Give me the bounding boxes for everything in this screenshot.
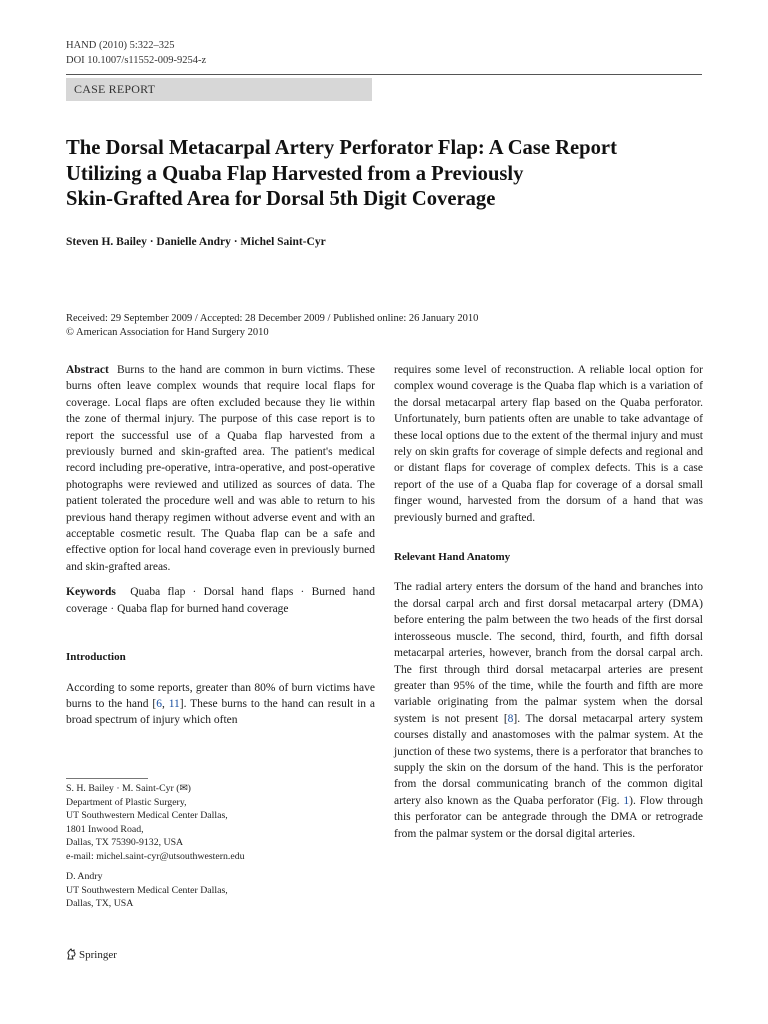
abstract-text: Burns to the hand are common in burn victims. These burns often leave complex wounds that require local flaps for coverage. Local flaps are often excluded because they lie within the zone of thermal injury. The purpose of this case report is to report the successful use of a Quaba flap harvested from a previously burned and skin-grafted area. The patient's medical record including pre-operative, intra-operative, and post-operative photographs were reviewed and utilized as sources of data. The patient tolerated the procedure well and was able to return to his previous hand therapy regimen without adverse event and with an acceptable cosmetic result. The Quaba flap can be a safe and effective option for local hand coverage even in previously burned and skin-grafted areas. bbox=[66, 364, 375, 573]
keywords-label: Keywords bbox=[66, 586, 116, 599]
publication-history bbox=[66, 312, 478, 340]
doi: DOI 10.1007/s11552-009-9254-z bbox=[66, 55, 207, 66]
affiliation-line: Department of Plastic Surgery, bbox=[66, 796, 187, 808]
left-column bbox=[66, 362, 375, 729]
abstract-label: Abstract bbox=[66, 364, 109, 376]
citation-link[interactable]: 6 bbox=[156, 697, 162, 710]
abstract bbox=[66, 362, 375, 575]
article-type-band: CASE REPORT bbox=[66, 78, 372, 101]
affiliation-line: S. H. Bailey · M. Saint-Cyr (✉) bbox=[66, 783, 191, 794]
affiliation-line: Dallas, TX 75390-9132, USA bbox=[66, 837, 184, 849]
figure-link[interactable]: 1 bbox=[623, 794, 630, 807]
title-line: Utilizing a Quaba Flap Harvested from a Previously bbox=[66, 162, 524, 185]
introduction-continued: requires some level of reconstruction. A reliable local option for complex wound coverage is the Quaba flap which is a variation of the dorsal metacarpal artery flap based on the Quaba perforator. Unfortunately, burn patients often are unable to take advantage of these local options due to the extent of the thermal injury and must rely on skin grafts for coverage of simple defects and regional and or distant flaps for coverage of complex defects. This is a case report of the use of a Quaba flap for coverage of a dorsal small finger wound, harvested from the dorsum of a hand that was previously burned and grafted. bbox=[394, 364, 703, 524]
header-rule bbox=[66, 74, 702, 75]
footnote-rule bbox=[66, 778, 148, 779]
introduction-heading: Introduction bbox=[66, 651, 126, 664]
keywords-text: Quaba flap · Dorsal hand flaps · Burned hand coverage · Quaba flap for burned hand coverage bbox=[66, 586, 375, 615]
article-title bbox=[66, 136, 706, 213]
affiliation-block bbox=[66, 782, 245, 864]
springer-horse-icon bbox=[66, 949, 79, 961]
publisher-mark bbox=[66, 948, 117, 961]
affiliation-line: UT Southwestern Medical Center Dallas, bbox=[66, 884, 228, 896]
affiliation-block bbox=[66, 870, 228, 911]
anatomy-text: The radial artery enters the dorsum of the hand and branches into the dorsal carpal arch and first dorsal metacarpal artery (DMA) before entering the palm between the two heads of the first dorsal interosseous muscle. The second, third, fourth, and fifth dorsal metacarpal arteries, however, branch from the dorsal carpal arch. The first through third dorsal metacarpal arteries are present greater than 95% of the time, while the fourth and fifth are more variable originating from the palmar system when the dorsal system is not present [ bbox=[394, 581, 703, 725]
citation-link[interactable]: 8 bbox=[507, 712, 514, 725]
keywords bbox=[66, 584, 375, 617]
intro-text: According to some reports, greater than 80% of burn victims have burns to the hand [ bbox=[66, 681, 375, 710]
anatomy-heading: Relevant Hand Anatomy bbox=[394, 551, 511, 564]
anatomy-text: ). Flow through this perforator can be antegrade through the DMA or retrograde from the palmar system or the dorsal digital arteries. bbox=[394, 794, 703, 840]
copyright-line: © American Association for Hand Surgery 2010 bbox=[66, 327, 269, 338]
title-line: Skin-Grafted Area for Dorsal 5th Digit Coverage bbox=[66, 188, 496, 210]
affiliation-line: Dallas, TX, USA bbox=[66, 898, 134, 910]
affiliation-line: 1801 Inwood Road, bbox=[66, 823, 144, 835]
anatomy-text: ]. The dorsal metacarpal artery system courses distally and anastomoses with the palmar system. At the junction of these two systems, there is a perforator that branches to supply the skin on the dorsum of the hand. This is the perforator from the dorsal communicating branch of the common digital artery also known as the Quaba perforator (Fig. bbox=[394, 712, 703, 807]
dates-line: Received: 29 September 2009 / Accepted: 28 December 2009 / Published online: 26 January 2010 bbox=[66, 313, 479, 324]
title-line: The Dorsal Metacarpal Artery Perforator Flap: A Case Report bbox=[66, 137, 617, 159]
intro-text: ]. These burns to the hand can result in a broad spectrum of injury which often bbox=[66, 697, 376, 727]
publisher-name: Springer bbox=[79, 949, 117, 961]
right-column bbox=[394, 362, 703, 842]
affiliation-line: D. Andry bbox=[66, 871, 103, 882]
email-link[interactable]: e-mail: michel.saint-cyr@utsouthwestern.edu bbox=[66, 850, 245, 862]
introduction-paragraph bbox=[66, 680, 375, 729]
journal-citation: HAND (2010) 5:322–325 bbox=[66, 40, 175, 51]
citation-link[interactable]: 11 bbox=[168, 697, 180, 710]
author-list: Steven H. Bailey · Danielle Andry · Michel Saint-Cyr bbox=[66, 236, 326, 248]
affiliation-line: UT Southwestern Medical Center Dallas, bbox=[66, 810, 228, 822]
anatomy-paragraph bbox=[394, 579, 703, 842]
citation-separator: , bbox=[161, 697, 169, 710]
